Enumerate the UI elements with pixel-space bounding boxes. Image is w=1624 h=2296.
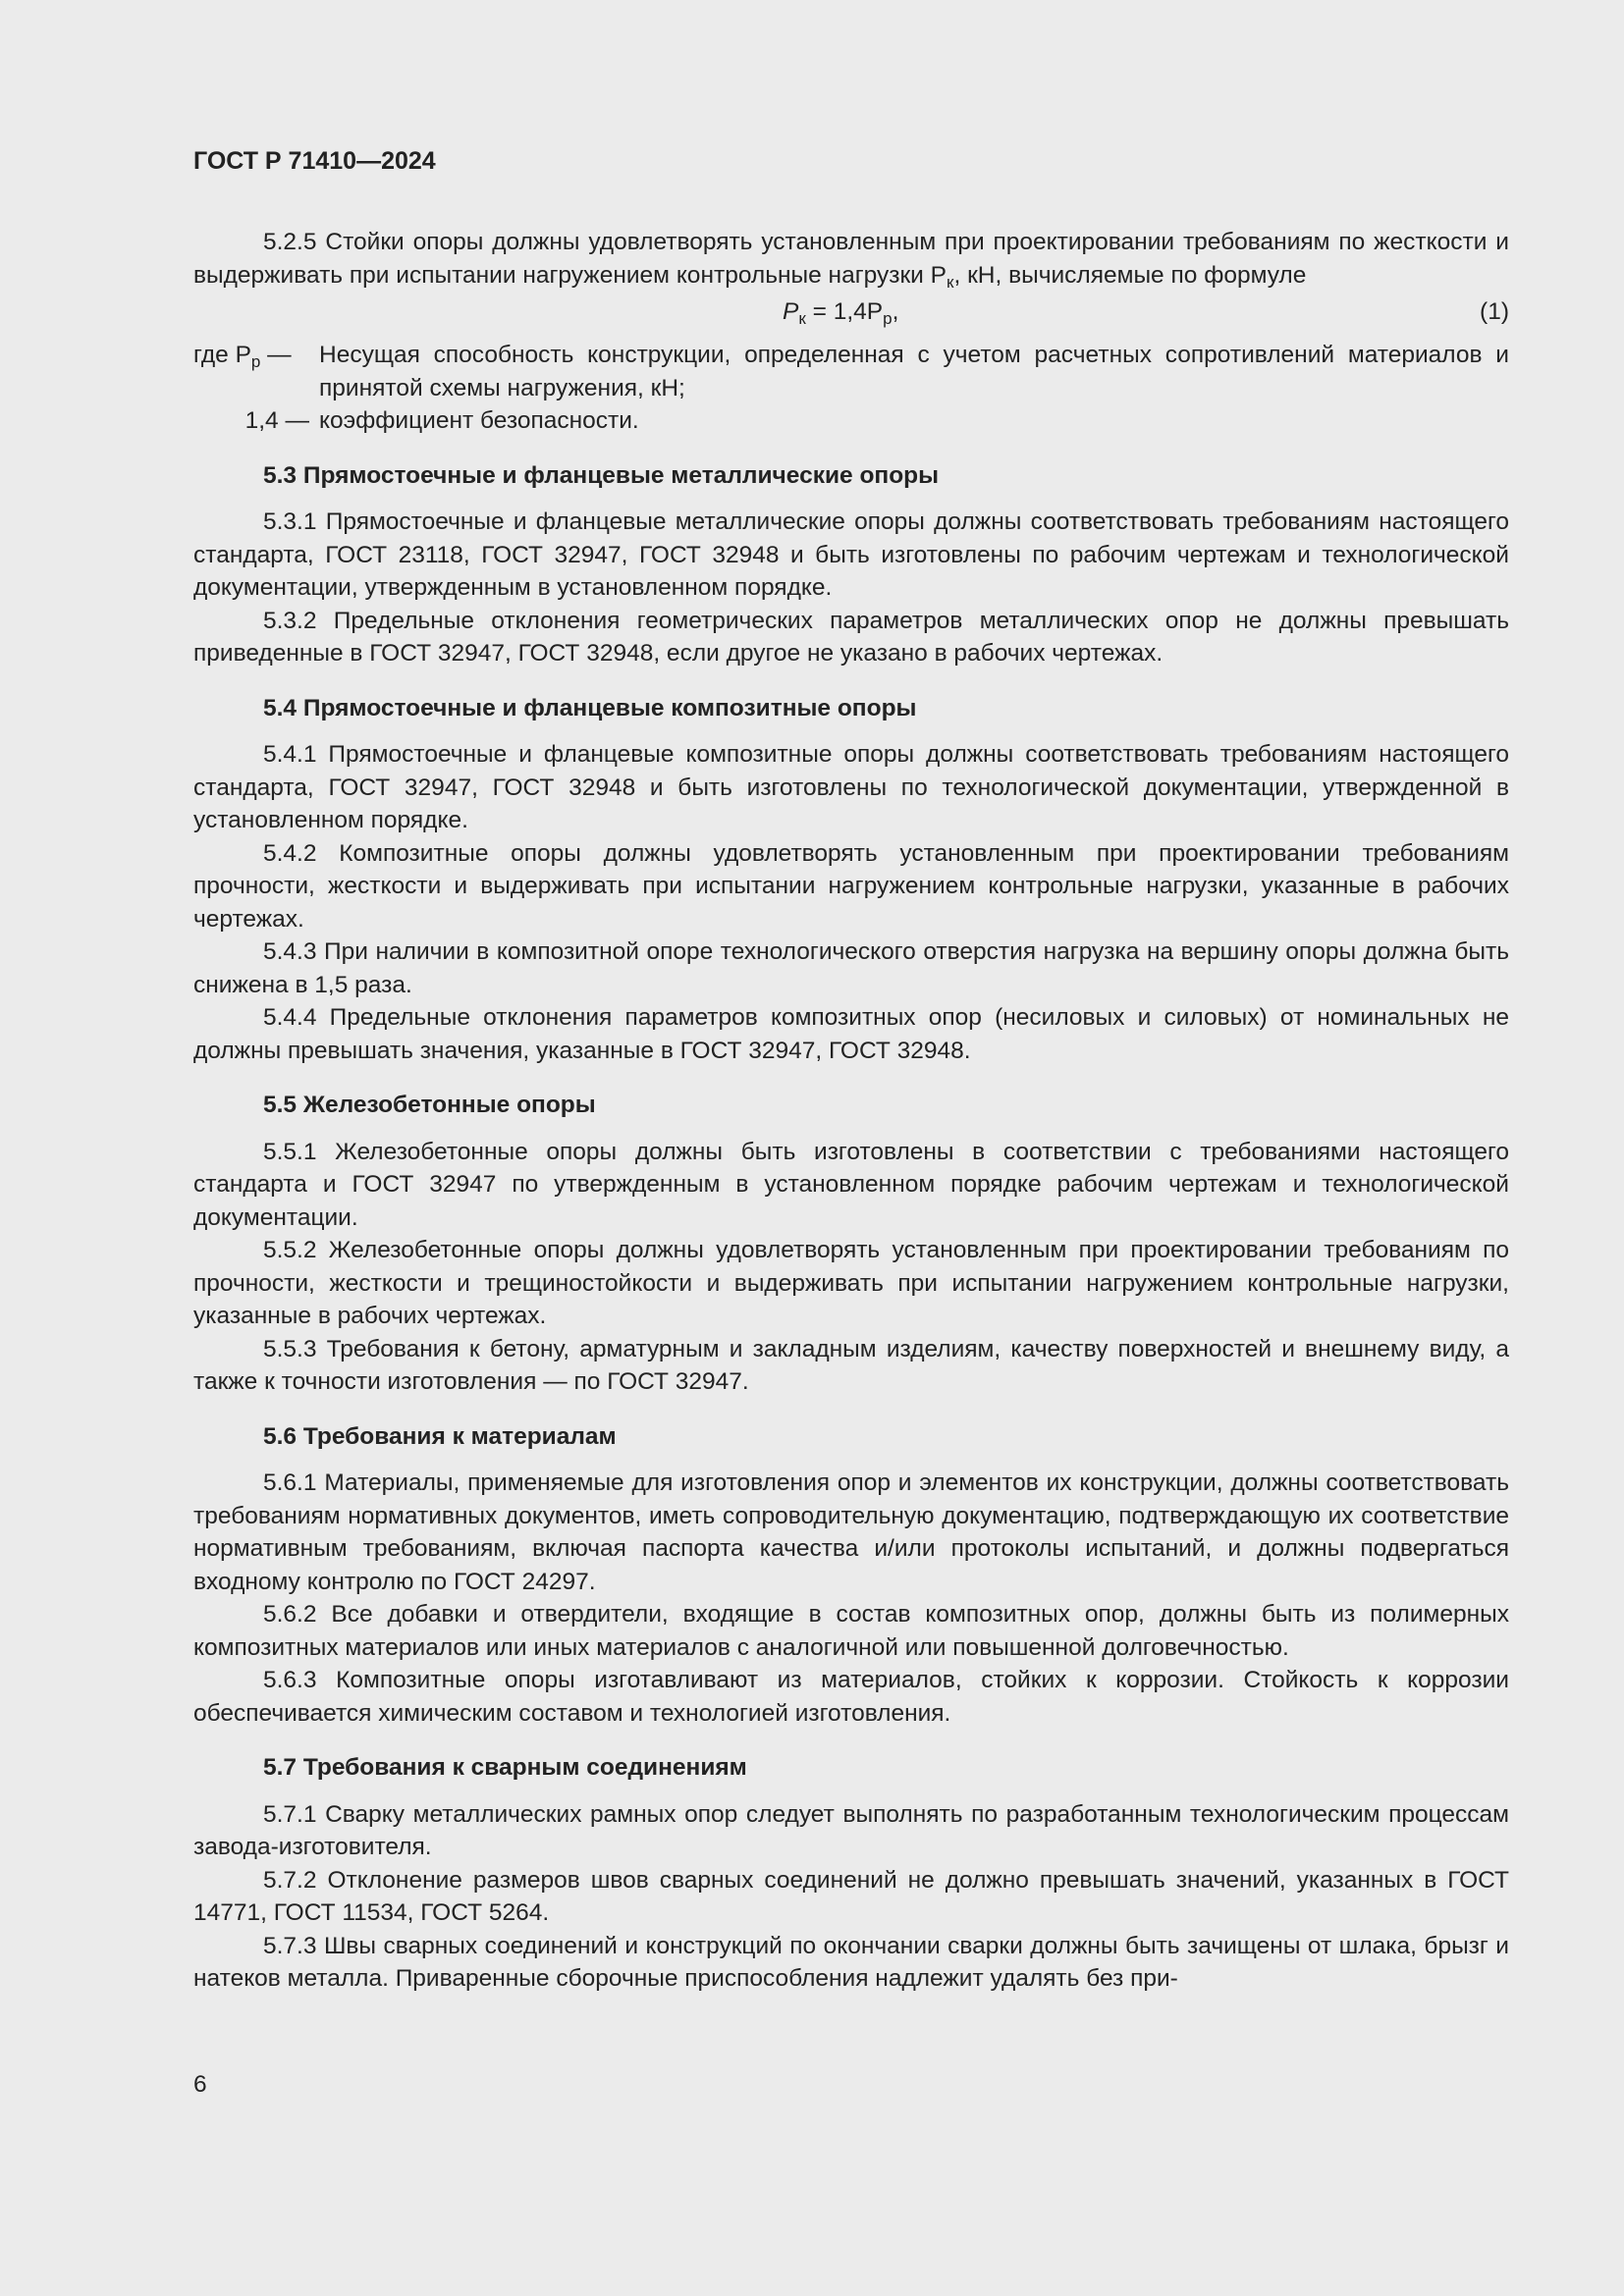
section-heading-5-7: 5.7 Требования к сварным соединениям <box>263 1754 747 1781</box>
section-heading-5-3: 5.3 Прямостоечные и фланцевые металлические опоры <box>263 461 940 489</box>
formula-number: (1) <box>1480 298 1509 325</box>
document-body <box>193 226 1509 1996</box>
standard-code-header: ГОСТ Р 71410—2024 <box>193 147 436 175</box>
legend-dash: — <box>260 342 292 368</box>
paragraph-5-4-4: 5.4.4 Предельные отклонения параметров композитных опор (несиловых и силовых) от номинальных не должны превышать значения, указанные в ГОСТ 32947, ГОСТ 32948. <box>193 1004 1509 1064</box>
legend-symbol: 1,4 <box>244 407 279 434</box>
legend-dash: — <box>278 407 309 434</box>
paragraph-5-4-2: 5.4.2 Композитные опоры должны удовлетворять установленным при проектировании требованиям прочности, жесткости и выдерживать при испытании нагружением контрольные нагрузки, указанные в рабочих чертежах. <box>193 839 1509 933</box>
paragraph-5-5-1: 5.5.1 Железобетонные опоры должны быть изготовлены в соответствии с требованиями настоящего стандарта и ГОСТ 32947 по утвержденным в установленном порядке рабочим чертежам и технологической документации. <box>193 1138 1509 1231</box>
paragraph-5-2-5 <box>193 226 1509 292</box>
paragraph-5-7-3: 5.7.3 Швы сварных соединений и конструкций по окончании сварки должны быть зачищены от шлака, брызг и натеков металла. Приваренные сборочные приспособления надлежит удалять без при- <box>193 1932 1509 1992</box>
paragraph-5-7-1: 5.7.1 Сварку металлических рамных опор следует выполнять по разработанным технологическим процессам завода-изготовителя. <box>193 1800 1509 1860</box>
paragraph-5-4-1: 5.4.1 Прямостоечные и фланцевые композитные опоры должны соответствовать требованиям настоящего стандарта, ГОСТ 32947, ГОСТ 32948 и быть изготовлены по технологической документации, утвержденной в установленном порядке. <box>193 741 1509 833</box>
page-number: 6 <box>193 2071 207 2098</box>
paragraph-5-5-2: 5.5.2 Железобетонные опоры должны удовлетворять установленным при проектировании требованиям по прочности, жесткости и трещиностойкости и выдерживать при испытании нагружением контрольные нагрузки, указанные в рабочих чертежах. <box>193 1237 1509 1329</box>
formula-rhs-subscript: р <box>883 309 893 328</box>
legend-label-1 <box>193 339 319 404</box>
section-heading-5-4: 5.4 Прямостоечные и фланцевые композитные опоры <box>263 694 917 721</box>
paragraph-5-6-3: 5.6.3 Композитные опоры изготавливают из материалов, стойких к коррозии. Стойкость к коррозии обеспечивается химическим составом и технологией изготовления. <box>193 1667 1509 1727</box>
legend-label-2 <box>193 404 319 438</box>
paragraph-5-4-3: 5.4.3 При наличии в композитной опоре технологического отверстия нагрузка на вершину опоры должна быть снижена в 1,5 раза. <box>193 938 1509 998</box>
formula-legend <box>193 339 1509 438</box>
formula-expression <box>783 295 898 329</box>
legend-text-2: коэффициент безопасности. <box>319 407 639 434</box>
paragraph-5-3-2: 5.3.2 Предельные отклонения геометрических параметров металлических опор не должны превышать приведенные в ГОСТ 32947, ГОСТ 32948, если другое не указано в рабочих чертежах. <box>193 607 1509 667</box>
paragraph-5-6-1: 5.6.1 Материалы, применяемые для изготовления опор и элементов их конструкции, должны соответствовать требованиям нормативных документов, иметь сопроводительную документацию, подтверждающую их соответствие нормативным требованиям, включая паспорта качества и/или протоколы испытаний, и должны подвергаться входному контролю по ГОСТ 24297. <box>193 1469 1509 1595</box>
formula-rhs: = 1,4P <box>805 298 884 325</box>
paragraph-text: 5.2.5 Стойки опоры должны удовлетворять установленным при проектировании требованиям по жесткости и выдерживать при испытании нагружением контрольные нагрузки P <box>193 229 1509 289</box>
formula-lhs-subscript: к <box>798 309 806 328</box>
paragraph-5-5-3: 5.5.3 Требования к бетону, арматурным и закладным изделиям, качеству поверхностей и внешнему виду, а также к точности изготовления — по ГОСТ 32947. <box>193 1335 1509 1395</box>
legend-text-1: Несущая способность конструкции, определенная с учетом расчетных сопротивлений материалов и принятой схемы нагружения, кН; <box>319 342 1509 401</box>
paragraph-5-6-2: 5.6.2 Все добавки и отвердители, входящие в состав композитных опор, должны быть из полимерных композитных материалов или иных материалов с аналогичной или повышенной долговечностью. <box>193 1601 1509 1661</box>
subscript: к <box>947 272 954 292</box>
paragraph-text-tail: , кН, вычисляемые по формуле <box>953 261 1307 289</box>
section-heading-5-5: 5.5 Железобетонные опоры <box>263 1092 596 1118</box>
legend-symbol-subscript: р <box>250 352 261 371</box>
paragraph-5-3-1: 5.3.1 Прямостоечные и фланцевые металлические опоры должны соответствовать требованиям настоящего стандарта, ГОСТ 23118, ГОСТ 32947, ГОСТ 32948 и быть изготовлены по рабочим чертежам и технологической документации, утвержденным в установленном порядке. <box>193 508 1509 601</box>
formula-end: , <box>892 298 899 325</box>
section-heading-5-6: 5.6 Требования к материалам <box>263 1422 617 1450</box>
formula-lhs: P <box>783 298 799 325</box>
paragraph-5-7-2: 5.7.2 Отклонение размеров швов сварных соединений не должно превышать значений, указанных в ГОСТ 14771, ГОСТ 11534, ГОСТ 5264. <box>193 1866 1509 1926</box>
legend-symbol: где P <box>193 342 251 368</box>
formula-1 <box>193 294 1509 333</box>
